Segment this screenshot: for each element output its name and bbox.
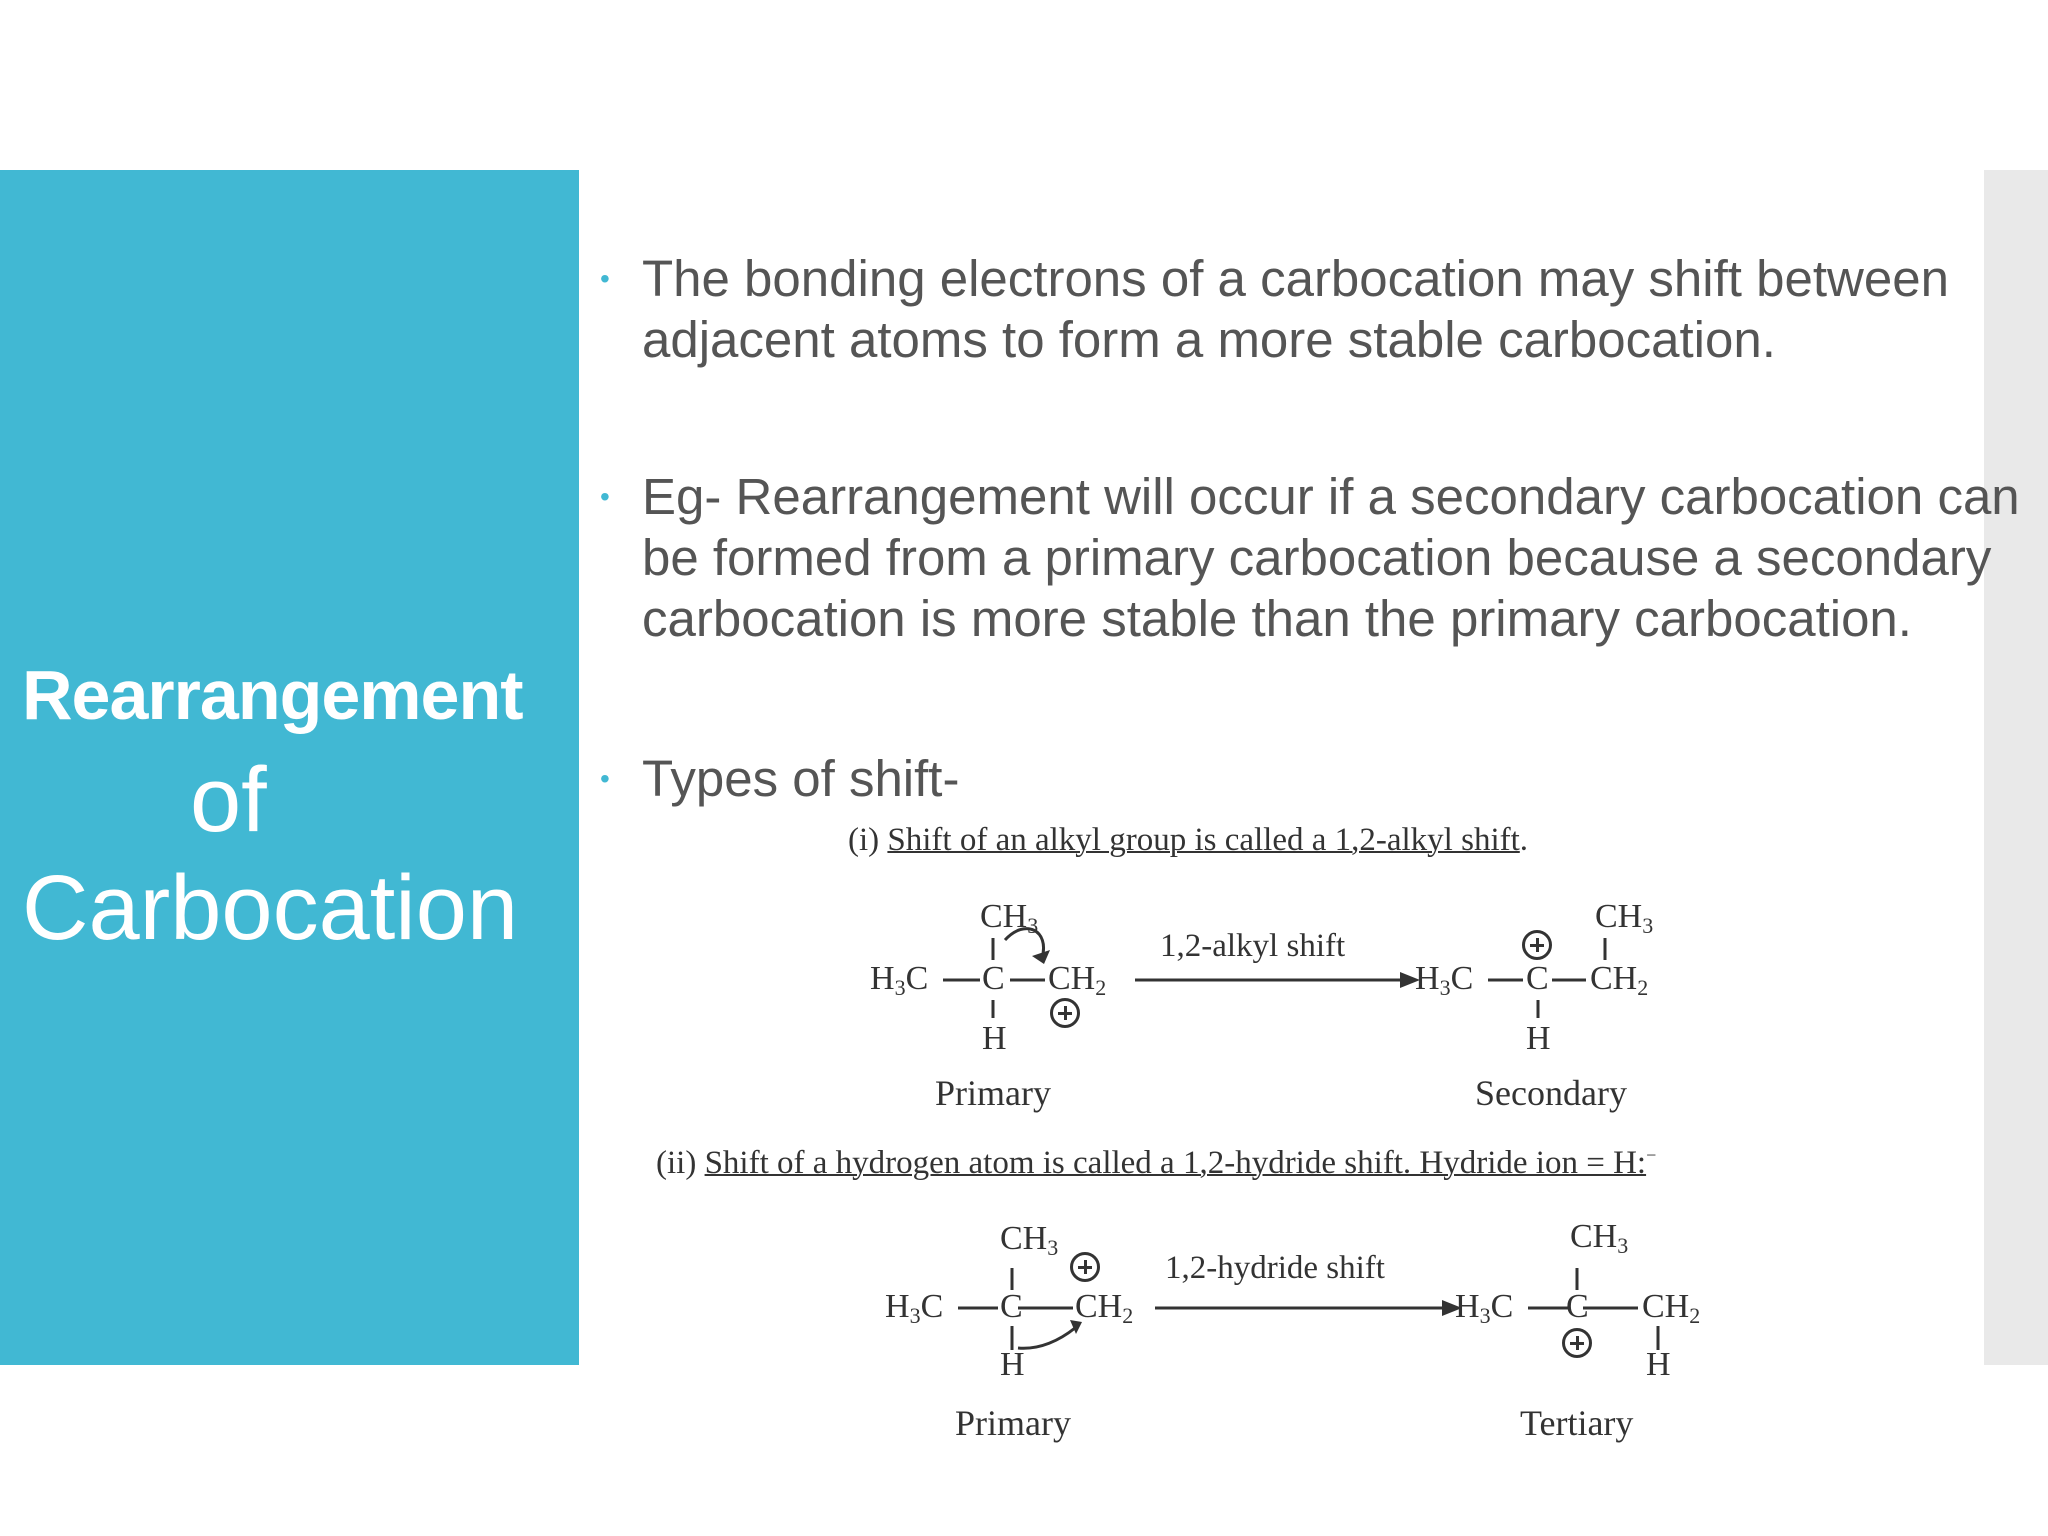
hydride-left-ch2 [1075, 1288, 1133, 1329]
positive-charge-icon [1562, 1328, 1592, 1358]
atom-text: CH [1570, 1218, 1618, 1255]
hydride-right-h: H [1646, 1346, 1671, 1383]
alkyl-left-ch3 [980, 898, 1038, 939]
atom-text: H [885, 1288, 910, 1325]
bullet-marker: • [600, 481, 610, 512]
hydride-heading-superscript: − [1646, 1145, 1657, 1165]
subscript: 2 [1095, 975, 1107, 1000]
atom-text: C [1450, 960, 1474, 997]
alkyl-heading-period: . [1519, 822, 1529, 858]
hydride-left-ch3 [1000, 1220, 1058, 1261]
atom-text: C [920, 1288, 944, 1325]
hydride-left-h: H [1000, 1346, 1025, 1383]
subscript: 3 [1642, 913, 1654, 938]
hydride-heading-text: Shift of a hydrogen atom is called a 1,2-hydride shift. Hydride ion = H: [704, 1145, 1647, 1181]
bullet-marker: • [600, 763, 610, 794]
hydride-heading-number: (ii) [656, 1145, 697, 1181]
hydride-arrow-label: 1,2-hydride shift [1165, 1250, 1385, 1286]
subscript: 3 [1439, 975, 1451, 1000]
subscript: 2 [1689, 1303, 1701, 1328]
subscript: 3 [1047, 1235, 1059, 1260]
hydride-right-h3c [1455, 1288, 1513, 1329]
atom-text: CH [1595, 898, 1643, 935]
bullet-marker: • [600, 263, 610, 294]
alkyl-right-c: C [1526, 960, 1549, 997]
atom-text: CH [1642, 1288, 1690, 1325]
alkyl-right-name: Secondary [1475, 1073, 1627, 1113]
title-panel [0, 170, 579, 1365]
atom-text: CH [1590, 960, 1638, 997]
alkyl-heading-number: (i) [848, 822, 880, 858]
hydride-right-c: C [1566, 1288, 1589, 1325]
atom-text: C [905, 960, 929, 997]
positive-charge-icon [1050, 998, 1080, 1028]
subscript: 3 [1479, 1303, 1491, 1328]
atom-text: CH [1048, 960, 1096, 997]
atom-text: H [1415, 960, 1440, 997]
subscript: 2 [1637, 975, 1649, 1000]
atom-text: C [1490, 1288, 1514, 1325]
bullet-text: Types of shift- [642, 750, 960, 807]
subscript: 3 [1027, 913, 1039, 938]
alkyl-left-c: C [982, 960, 1005, 997]
alkyl-left-h: H [982, 1020, 1007, 1057]
positive-charge-icon [1070, 1252, 1100, 1282]
alkyl-right-h: H [1526, 1020, 1551, 1057]
hydride-left-h3c [885, 1288, 943, 1329]
subscript: 2 [1122, 1303, 1134, 1328]
hydride-shift-heading [656, 1145, 1656, 1182]
hydride-right-name: Tertiary [1520, 1403, 1634, 1443]
atom-text: CH [980, 898, 1028, 935]
alkyl-right-ch2 [1590, 960, 1648, 1001]
bullet-text: Eg- Rearrangement will occur if a secondary carbocation can be formed from a primary carbocation because a secondary carbocation is more stable than the primary carbocation. [642, 468, 2020, 647]
alkyl-heading-text: Shift of an alkyl group is called a 1,2-alkyl shift [887, 822, 1520, 858]
slide-title-line-1: Rearrangement [22, 656, 523, 734]
diagram-lines [620, 790, 1960, 1490]
positive-charge-icon [1522, 930, 1552, 960]
alkyl-shift-heading [848, 822, 1528, 859]
bullet-text: The bonding electrons of a carbocation may shift between adjacent atoms to form a more stable carbocation. [642, 250, 1949, 368]
atom-text: CH [1000, 1220, 1048, 1257]
alkyl-right-ch3 [1595, 898, 1653, 939]
bullet-item [600, 248, 2022, 370]
slide-title-line-3: Carbocation [22, 857, 519, 959]
alkyl-left-h3c [870, 960, 928, 1001]
subscript: 3 [909, 1303, 921, 1328]
atom-text: H [870, 960, 895, 997]
alkyl-arrow-label: 1,2-alkyl shift [1160, 928, 1346, 964]
subscript: 3 [1617, 1233, 1629, 1258]
bullet-item [600, 466, 2022, 649]
atom-text: H [1455, 1288, 1480, 1325]
hydride-left-c: C [1000, 1288, 1023, 1325]
carbocation-shift-diagram [620, 790, 1960, 1490]
slide-title-line-2: of [190, 749, 267, 851]
hydride-right-ch2 [1642, 1288, 1700, 1329]
alkyl-right-h3c [1415, 960, 1473, 1001]
subscript: 3 [894, 975, 906, 1000]
alkyl-left-ch2 [1048, 960, 1106, 1001]
atom-text: CH [1075, 1288, 1123, 1325]
alkyl-left-name: Primary [935, 1073, 1051, 1113]
hydride-right-ch3 [1570, 1218, 1628, 1259]
hydride-left-name: Primary [955, 1403, 1071, 1443]
